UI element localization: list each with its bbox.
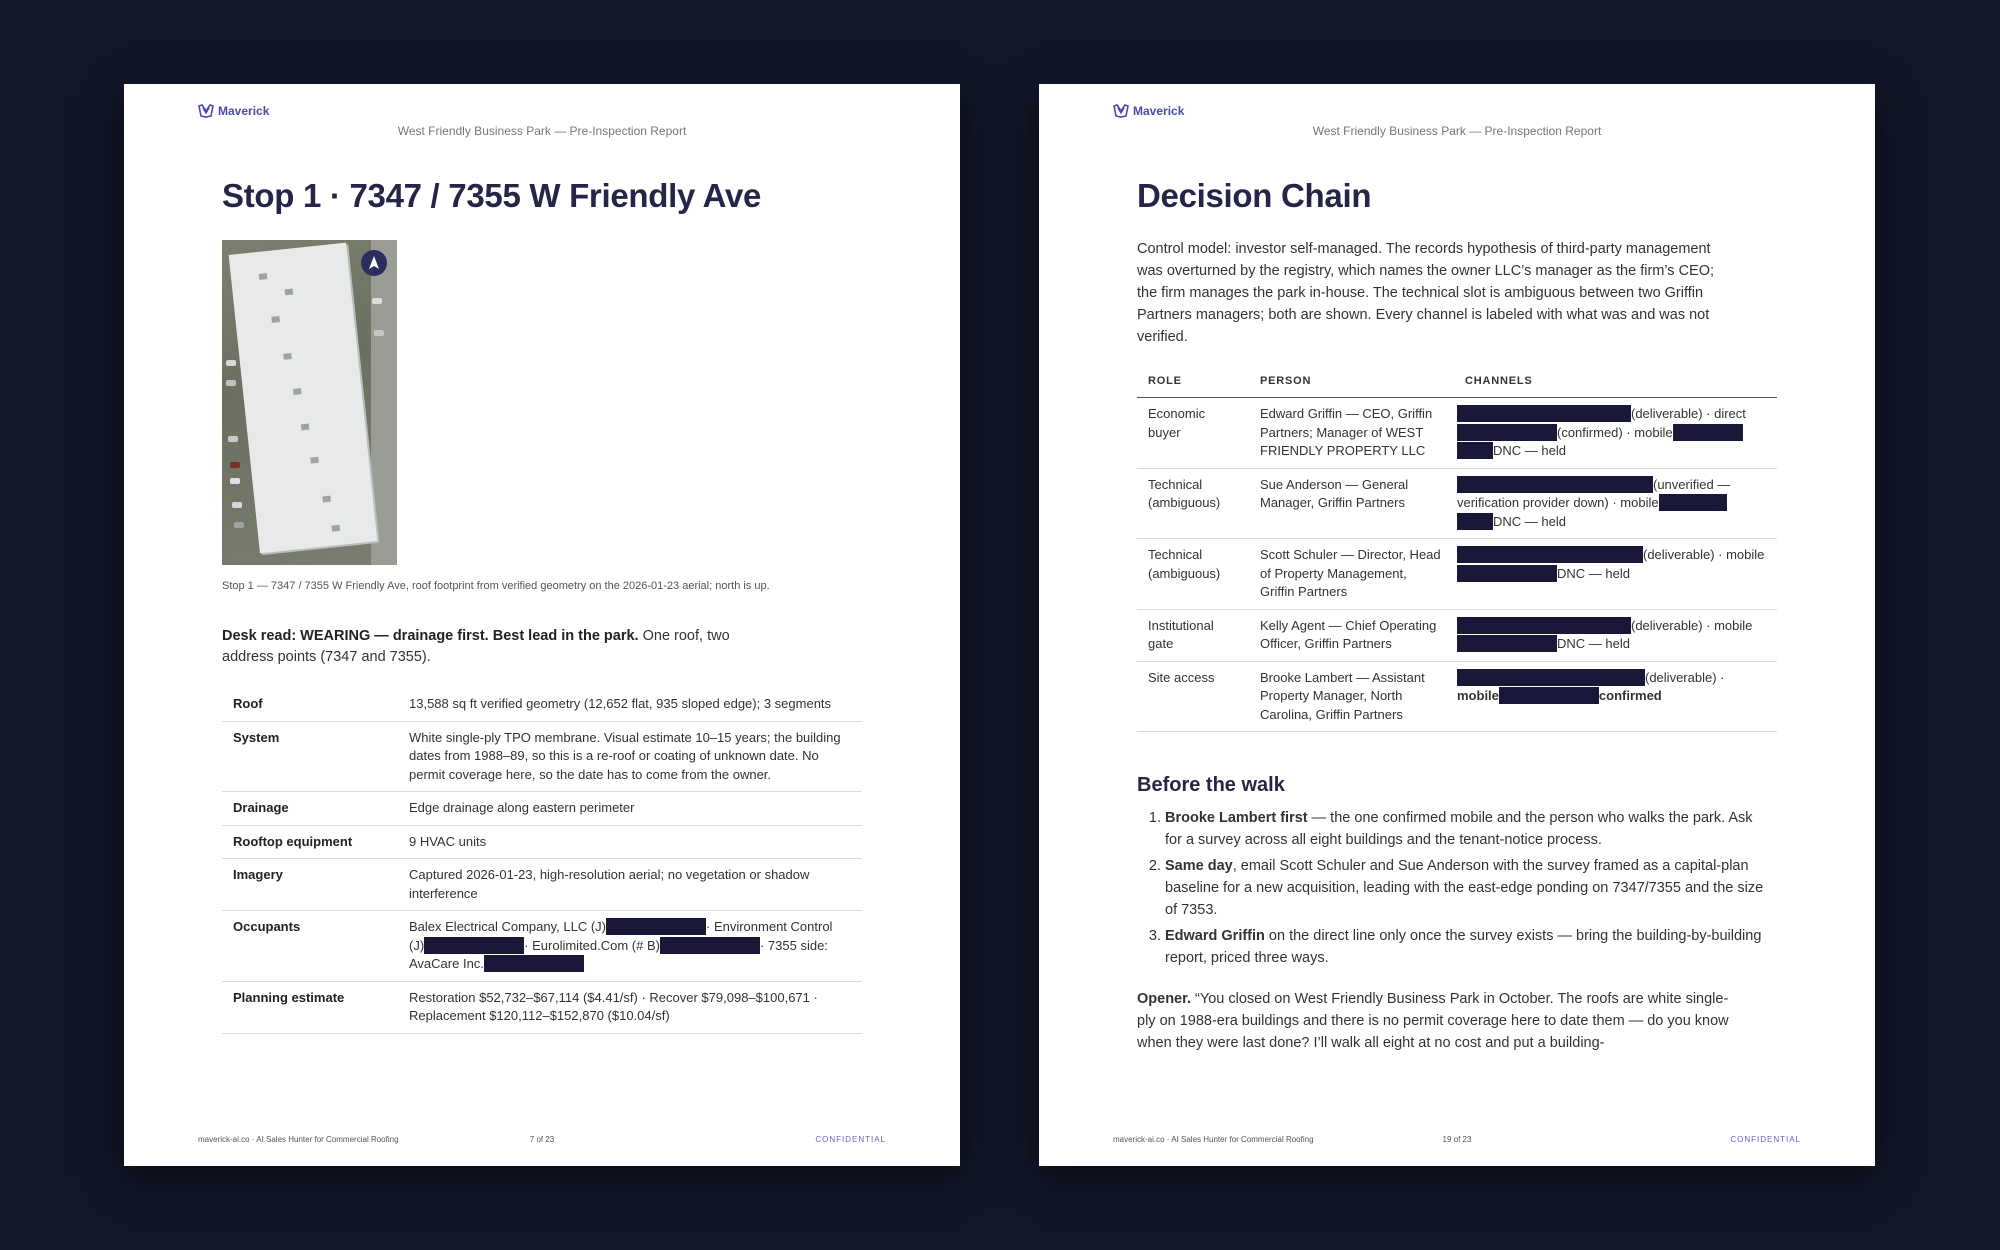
maverick-logo-icon: [198, 104, 214, 118]
table-row: [222, 825, 862, 859]
page-title: Stop 1 · 7347 / 7355 W Friendly Ave: [222, 177, 762, 214]
occupant-text: · Eurolimited.Com (# B): [524, 937, 660, 953]
fact-value: White single-ply TPO membrane. Visual estimate 10–15 years; the building dates from 1988–89, so this is a re-roof or coating of unknown date. No permit coverage here, so the date has to come from the owner.: [398, 721, 862, 792]
running-head: West Friendly Business Park — Pre-Inspection Report: [1312, 124, 1602, 138]
fact-value: 9 HVAC units: [398, 825, 862, 859]
fact-value: 13,588 sq ft verified geometry (12,652 flat, 935 sloped edge); 3 segments: [398, 688, 862, 721]
column-header-channels: CHANNELS: [1454, 365, 1777, 398]
confidential-label: CONFIDENTIAL: [815, 1135, 886, 1144]
role-cell: Economic buyer: [1137, 398, 1249, 469]
opener-label: Opener.: [1137, 991, 1191, 1007]
brand-name: Maverick: [1133, 104, 1185, 118]
brand-logo: [198, 104, 269, 118]
brand-logo: [1113, 104, 1184, 118]
redaction-block: [1457, 405, 1631, 422]
channel-text: (deliverable) · mobile: [1643, 547, 1765, 562]
redaction-block: [1457, 476, 1653, 493]
redaction-block: [1457, 424, 1557, 441]
channel-text: DNC — held: [1493, 443, 1566, 458]
confidential-label: CONFIDENTIAL: [1730, 1135, 1801, 1144]
fact-label: System: [222, 721, 398, 792]
brand-name: Maverick: [218, 104, 270, 118]
fact-label: Occupants: [222, 911, 398, 982]
channel-text: DNC — held: [1493, 513, 1566, 529]
fact-label: Imagery: [222, 859, 398, 911]
table-row: [222, 859, 862, 911]
redaction-block: [1659, 494, 1727, 511]
column-header-role: ROLE: [1137, 365, 1249, 398]
desk-read: [222, 626, 782, 668]
footer-site: maverick-ai.co · AI Sales Hunter for Commercial Roofing: [1113, 1135, 1314, 1144]
page-number: 19 of 23: [1442, 1135, 1472, 1144]
fact-label: Drainage: [222, 792, 398, 826]
desk-read-text: One roof, two address points (7347 and 7355).: [222, 628, 730, 665]
channels-cell: [1454, 398, 1777, 469]
opener-text: “You closed on West Friendly Business Park in October. The roofs are white single-ply on 1988-era buildings and there is no permit coverage here to date them — do you know when they were last done? I’ll walk all eight at no cost and put a building-: [1137, 991, 1729, 1051]
role-cell: Technical (ambiguous): [1137, 468, 1249, 539]
occupant-text: · Environment Control (J): [409, 919, 833, 953]
redaction-block: [1457, 513, 1493, 530]
person-cell: Scott Schuler — Director, Head of Property Management, Griffin Partners: [1249, 539, 1454, 610]
redaction-block: [1457, 442, 1493, 459]
redaction-block: [484, 955, 584, 972]
person-cell: Sue Anderson — General Manager, Griffin Partners: [1249, 468, 1454, 539]
section-heading: Before the walk: [1137, 774, 1285, 796]
table-row: [222, 792, 862, 826]
redaction-block: [660, 937, 760, 954]
table-row: [1137, 609, 1777, 661]
list-item: [1165, 925, 1765, 969]
footer-site: maverick-ai.co · AI Sales Hunter for Commercial Roofing: [198, 1135, 399, 1144]
redaction-block: [1499, 687, 1599, 704]
fact-value: Edge drainage along eastern perimeter: [398, 792, 862, 826]
opener-paragraph: [1137, 988, 1737, 1054]
channel-text: DNC — held: [1557, 565, 1630, 581]
person-cell: Edward Griffin — CEO, Griffin Partners; Manager of WEST FRIENDLY PROPERTY LLC: [1249, 398, 1454, 469]
redaction-block: [1457, 617, 1631, 634]
table-row: [1137, 661, 1777, 732]
fact-label: Rooftop equipment: [222, 825, 398, 859]
channel-text: (confirmed) · mobile: [1557, 424, 1673, 440]
step-text: on the direct line only once the survey exists — bring the building-by-building report, priced three ways.: [1165, 928, 1762, 966]
channel-text: (unverified — verification provider down) · mobile: [1457, 476, 1731, 510]
channel-text-bold: mobile: [1457, 688, 1499, 703]
channel-text-bold: confirmed: [1598, 688, 1662, 703]
intro-paragraph: Control model: investor self-managed. The records hypothesis of third-party management was overturned by the registry, which names the owner LLC’s manager as the firm’s CEO; the firm manages the park in-house. The technical slot is ambiguous between two Griffin Partners managers; both are shown. Every channel is labeled with what was and was not verified.: [1137, 241, 1715, 345]
step-lead: Same day: [1165, 858, 1233, 874]
occupant-text: · 7355 side: AvaCare Inc.: [409, 937, 828, 971]
decision-chain-table: [1137, 365, 1777, 732]
list-item: [1165, 855, 1765, 921]
list-item: [1165, 807, 1765, 851]
step-lead: Edward Griffin: [1165, 928, 1265, 944]
table-header-row: [1137, 365, 1777, 398]
report-page-19: [1039, 84, 1875, 1166]
redaction-block: [606, 918, 706, 935]
aerial-photo: [222, 240, 397, 565]
desk-read-bold: Desk read: WEARING — drainage first. Best lead in the park.: [222, 628, 639, 644]
fact-label: Roof: [222, 688, 398, 721]
page-number: 7 of 23: [529, 1135, 555, 1144]
table-row: [222, 721, 862, 792]
north-arrow-icon: [361, 250, 387, 276]
table-row: [222, 911, 862, 982]
person-cell: Kelly Agent — Chief Operating Officer, Griffin Partners: [1249, 609, 1454, 661]
table-row: [222, 981, 862, 1033]
channels-cell: [1454, 609, 1777, 661]
redaction-block: [1457, 546, 1643, 563]
table-row: [1137, 539, 1777, 610]
maverick-logo-icon: [1113, 104, 1129, 118]
step-text: — the one confirmed mobile and the person who walks the park. Ask for a survey across all eight buildings and the tenant-notice process.: [1165, 810, 1753, 848]
steps-list: [1137, 807, 1765, 973]
fact-value: Captured 2026-01-23, high-resolution aerial; no vegetation or shadow interference: [398, 859, 862, 911]
step-lead: Brooke Lambert first: [1165, 810, 1308, 826]
role-cell: Technical (ambiguous): [1137, 539, 1249, 610]
redaction-block: [1457, 635, 1557, 652]
channels-cell: [1454, 661, 1777, 732]
building-facts-table: [222, 688, 862, 1034]
redaction-block: [1457, 669, 1645, 686]
redaction-block: [424, 937, 524, 954]
redaction-block: [1673, 424, 1743, 441]
step-text: , email Scott Schuler and Sue Anderson with the survey framed as a capital-plan baseline for a new acquisition, leading with the east-edge ponding on 7347/7355 and the size of 7353.: [1165, 858, 1764, 918]
role-cell: Institutional gate: [1137, 609, 1249, 661]
table-row: [1137, 468, 1777, 539]
channel-text: (deliverable) · direct: [1631, 406, 1746, 421]
channel-text: (deliverable) · mobile: [1631, 617, 1753, 633]
table-row: [222, 688, 862, 721]
fact-value: Restoration $52,732–$67,114 ($4.41/sf) · Recover $79,098–$100,671 · Replacement $120,112–$152,870 ($10.04/sf): [398, 981, 862, 1033]
role-cell: Site access: [1137, 661, 1249, 732]
table-row: [1137, 398, 1777, 469]
fact-label: Planning estimate: [222, 981, 398, 1033]
photo-caption: Stop 1 — 7347 / 7355 W Friendly Ave, roof footprint from verified geometry on the 2026-01-23 aerial; north is up.: [222, 580, 770, 592]
channel-text: (deliverable) ·: [1645, 669, 1725, 685]
channels-cell: [1454, 539, 1777, 610]
report-page-7: [124, 84, 960, 1166]
page-title: Decision Chain: [1137, 177, 1372, 214]
column-header-person: PERSON: [1249, 365, 1454, 398]
redaction-block: [1457, 565, 1557, 582]
person-cell: Brooke Lambert — Assistant Property Manager, North Carolina, Griffin Partners: [1249, 661, 1454, 732]
channel-text: DNC — held: [1557, 636, 1630, 651]
fact-value: [398, 911, 862, 982]
running-head: West Friendly Business Park — Pre-Inspection Report: [397, 124, 687, 138]
channels-cell: [1454, 468, 1777, 539]
occupant-text: Balex Electrical Company, LLC (J): [409, 919, 606, 934]
